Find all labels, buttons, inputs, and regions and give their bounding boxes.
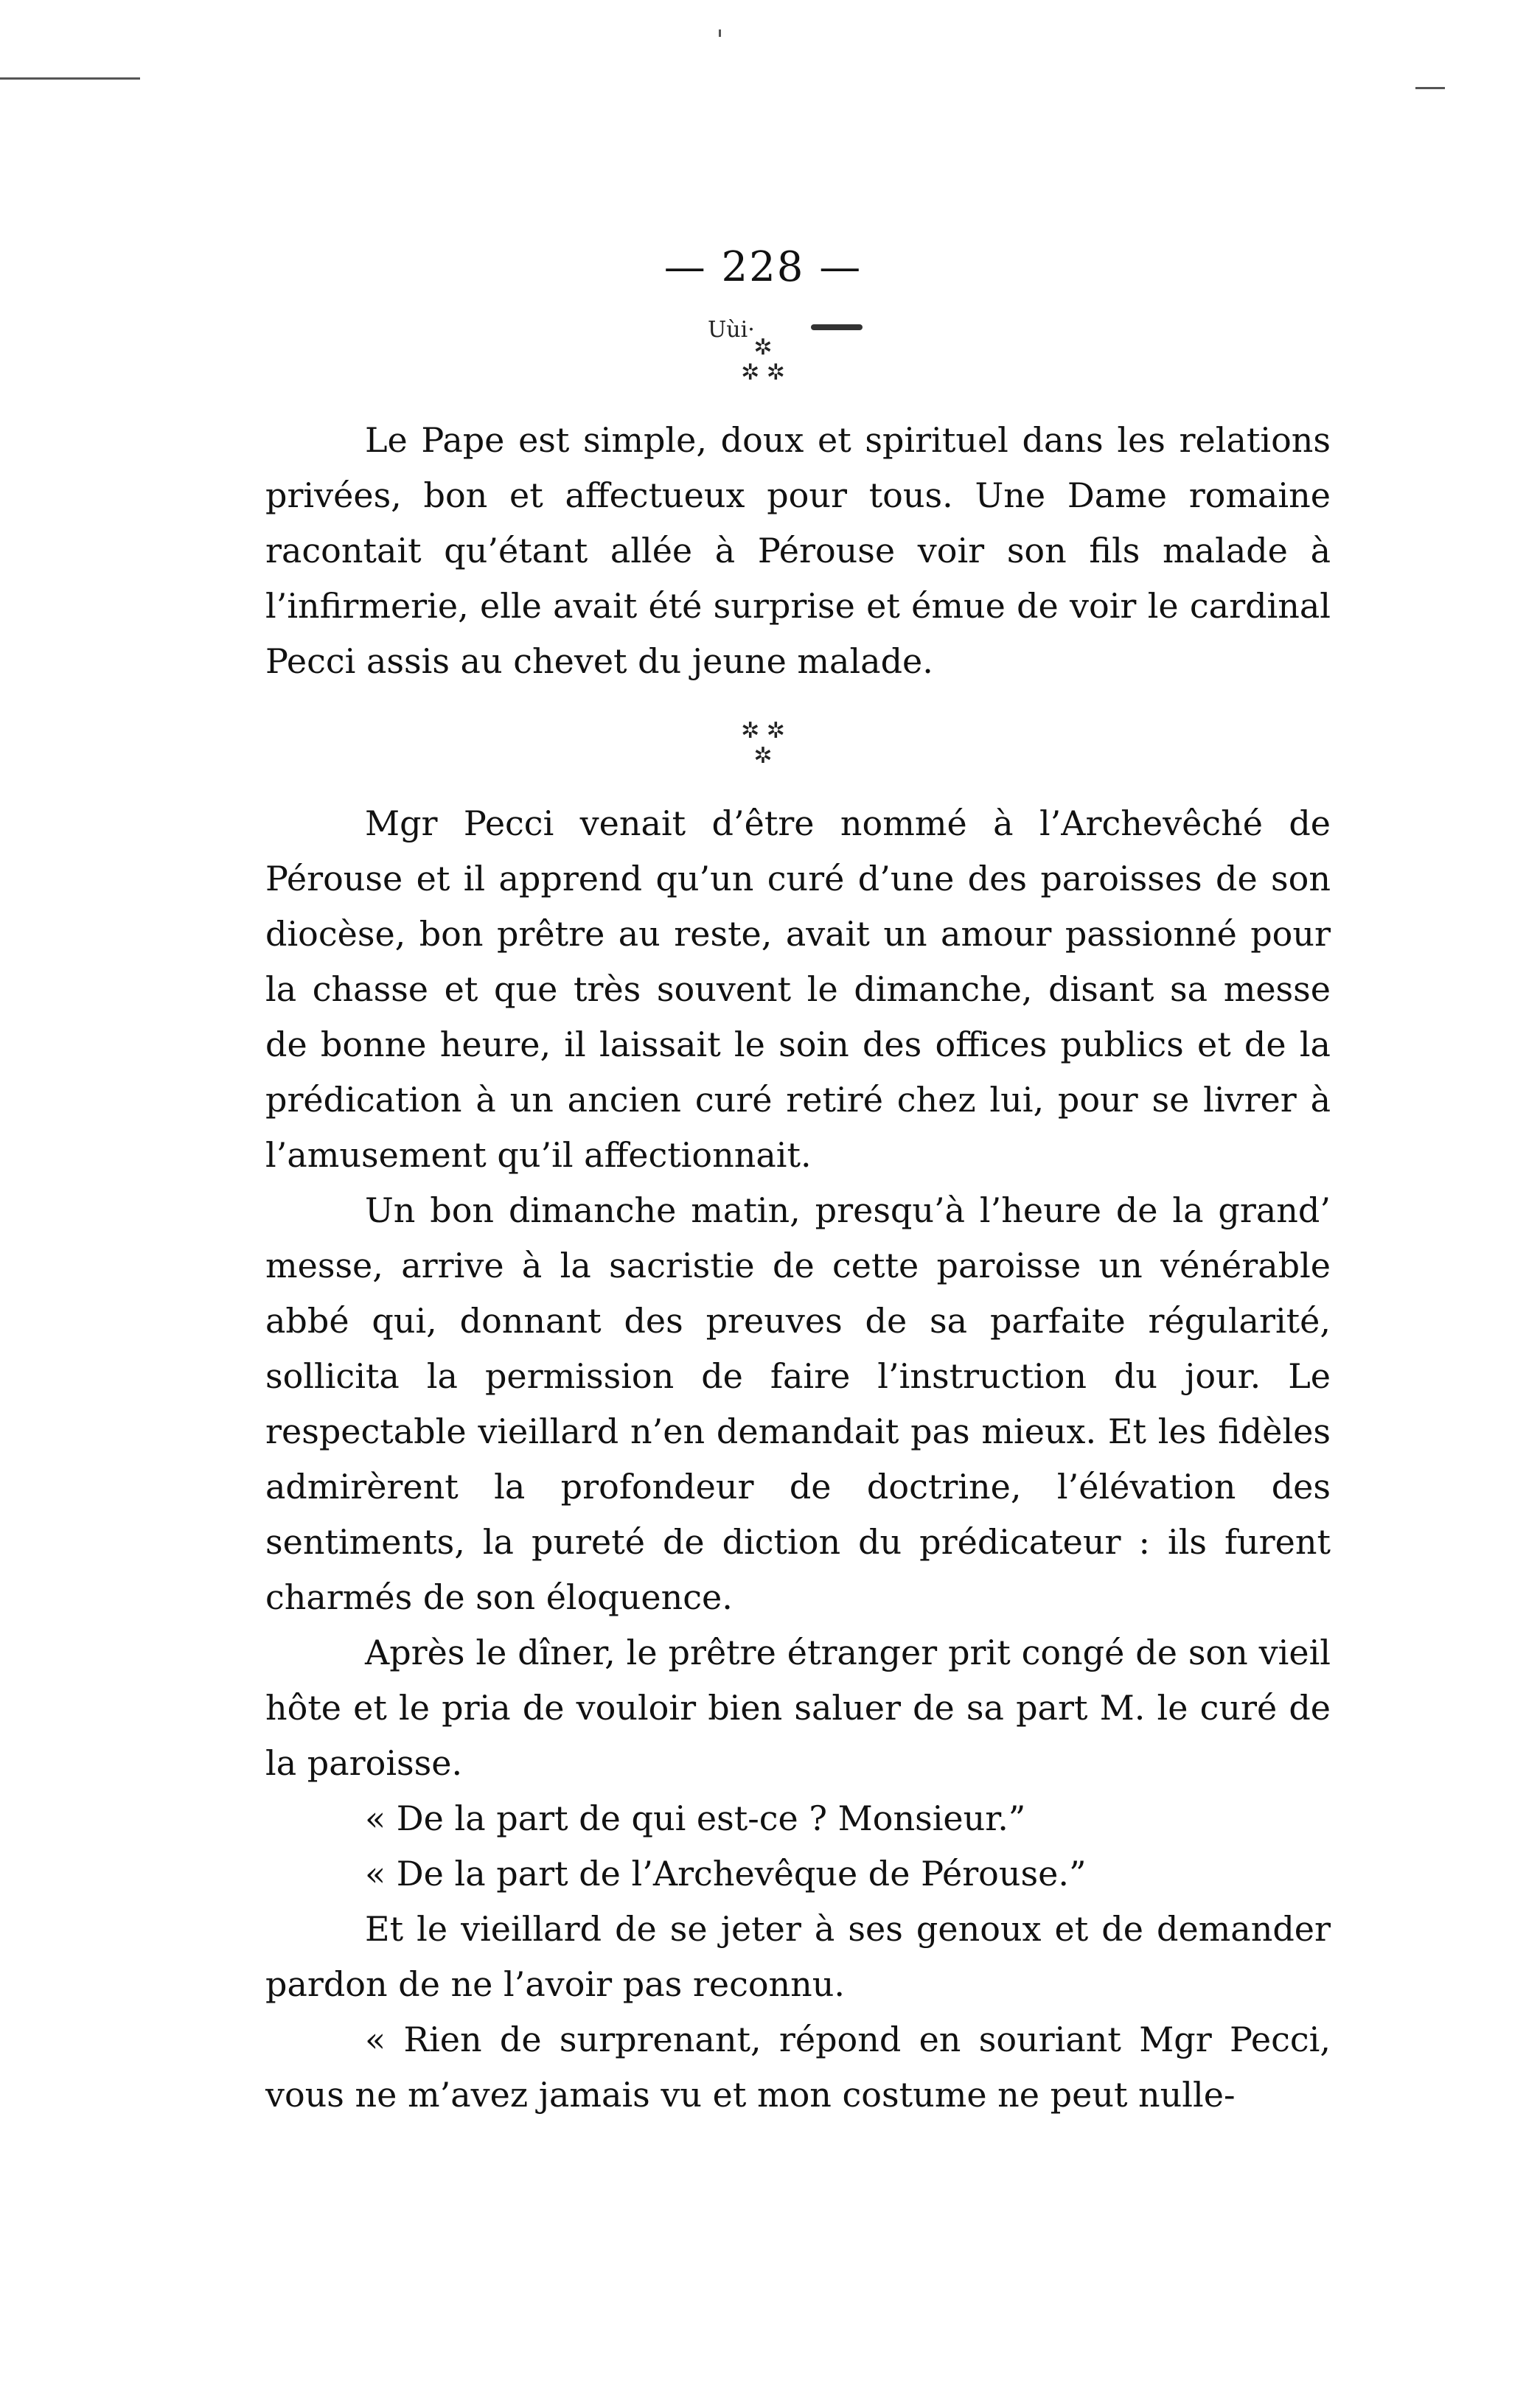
asterism-divider [0, 719, 1526, 769]
paragraph: Et le vieillard de se jeter à ses genoux et de demander pardon de ne l’avoir pas reconnu. [265, 1909, 1331, 2004]
stamp-mark [811, 324, 863, 330]
paragraph: Après le dîner, le prêtre étranger prit congé de son vieil hôte et le pria de vouloir bien saluer de sa part M. le curé de la paroisse. [265, 1633, 1331, 1783]
paragraph: Le Pape est simple, doux et spirituel dans les relations privées, bon et affectueux pour tous. Une Dame romaine racontait qu’étant allée à Pérouse voir son fils malade à l’infirmerie, elle avait été surprise et émue de voir le cardinal Pecci assis au chevet du jeune malade. [265, 420, 1331, 681]
text-section-2 [265, 796, 1331, 2123]
paragraph: Mgr Pecci venait d’être nommé à l’Archevêché de Pérouse et il apprend qu’un curé d’une des paroisses de son diocèse, bon prêtre au reste, avait un amour passionné pour la chasse et que très souvent le dimanche, disant sa messe de bonne heure, il laissait le soin des offices publics et de la prédication à un ancien curé retiré chez lui, pour se livrer à l’amusement qu’il affectionnait. [265, 803, 1331, 1175]
asterism-top-star: ✲ [753, 335, 773, 360]
library-stamp: Uùi· [708, 317, 755, 343]
page-number: — 228 — [663, 243, 863, 291]
scan-mark [0, 77, 140, 80]
text-section-1 [265, 413, 1331, 689]
asterism-divider [0, 335, 1526, 385]
paragraph: Un bon dimanche matin, presqu’à l’heure de la grand’ messe, arrive à la sacristie de cette paroisse un vénérable abbé qui, donnant des preuves de sa parfaite régularité, sollicita la permission de faire l’instruction du jour. Le respectable vieillard n’en demandait pas mieux. Et les fidèles admirèrent la profondeur de doctrine, l’élévation des sentiments, la pureté de diction du prédicateur : ils furent charmés de son éloquence. [265, 1190, 1331, 1617]
asterism-top-stars: ✲ ✲ [741, 718, 785, 744]
asterism-bottom-star: ✲ [753, 743, 773, 769]
dialogue-line: « De la part de l’Archevêque de Pérouse.” [365, 1854, 1087, 1894]
scan-mark [1415, 87, 1445, 89]
dialogue-line: « Rien de surprenant, répond en souriant Mgr Pecci, vous ne m’avez jamais vu et mon costume ne peut nulle- [265, 2020, 1331, 2115]
dialogue-line: « De la part de qui est-ce ? Monsieur.” [365, 1798, 1026, 1838]
asterism-bottom-stars: ✲ ✲ [741, 360, 785, 385]
scan-mark [719, 29, 721, 37]
